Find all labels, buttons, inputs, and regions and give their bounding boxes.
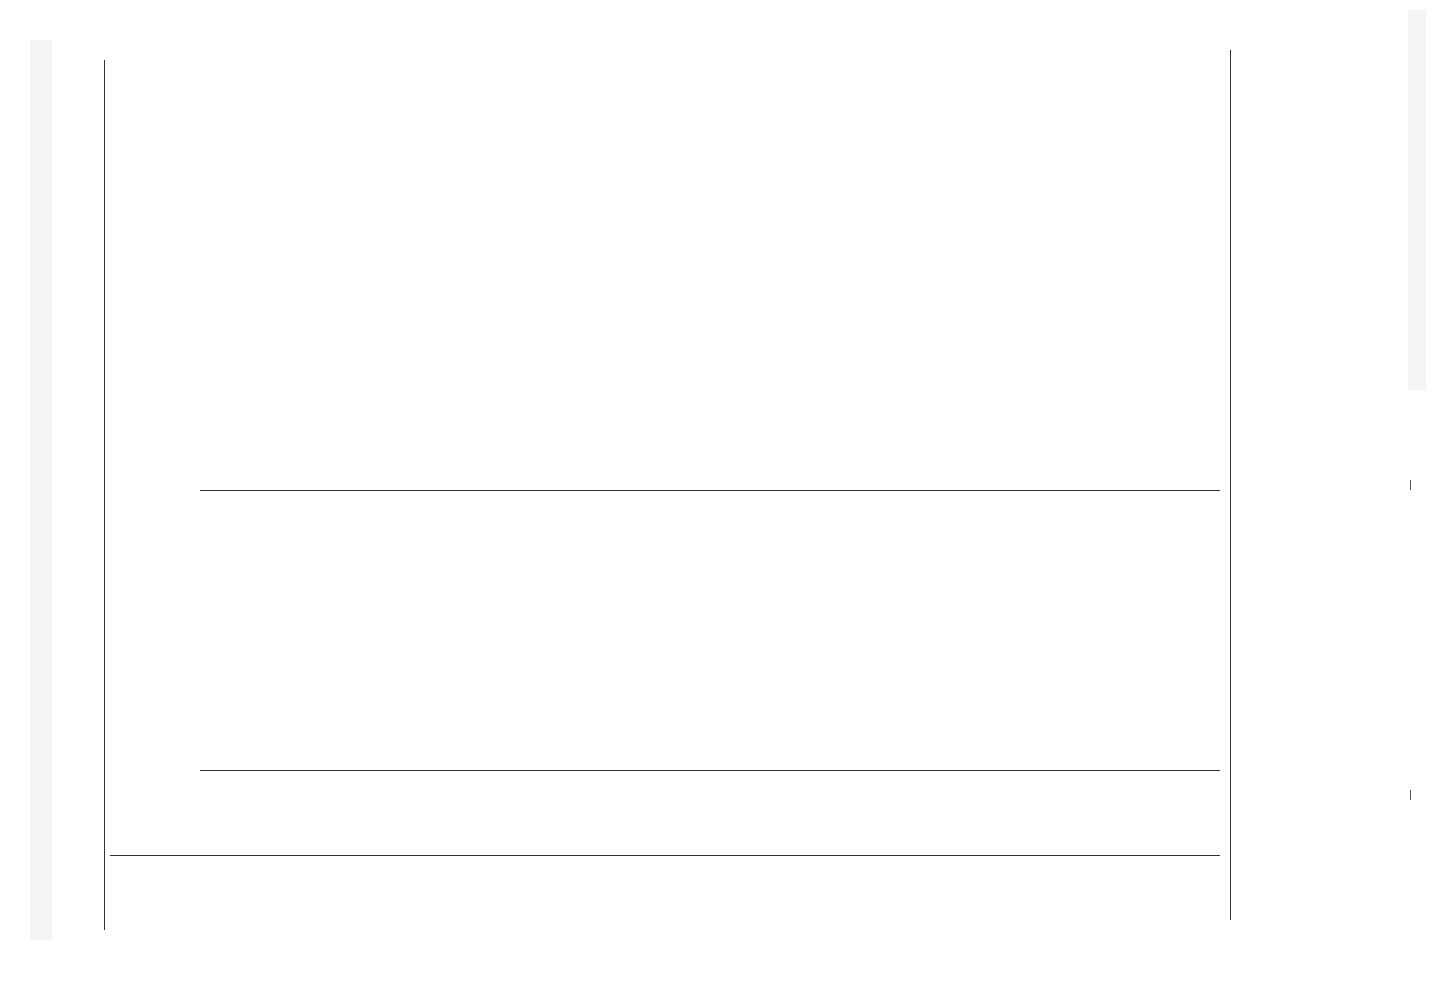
column-divider-rule <box>200 770 1220 771</box>
table-border-left <box>104 60 105 930</box>
column-divider-rule <box>200 490 1220 491</box>
page-header-band <box>30 40 52 940</box>
margin-tick <box>1410 790 1411 800</box>
margin-tick <box>1410 480 1411 490</box>
table-border-right <box>1230 50 1231 920</box>
column-header-rule <box>110 855 1220 856</box>
side-margin-band <box>1408 10 1426 390</box>
